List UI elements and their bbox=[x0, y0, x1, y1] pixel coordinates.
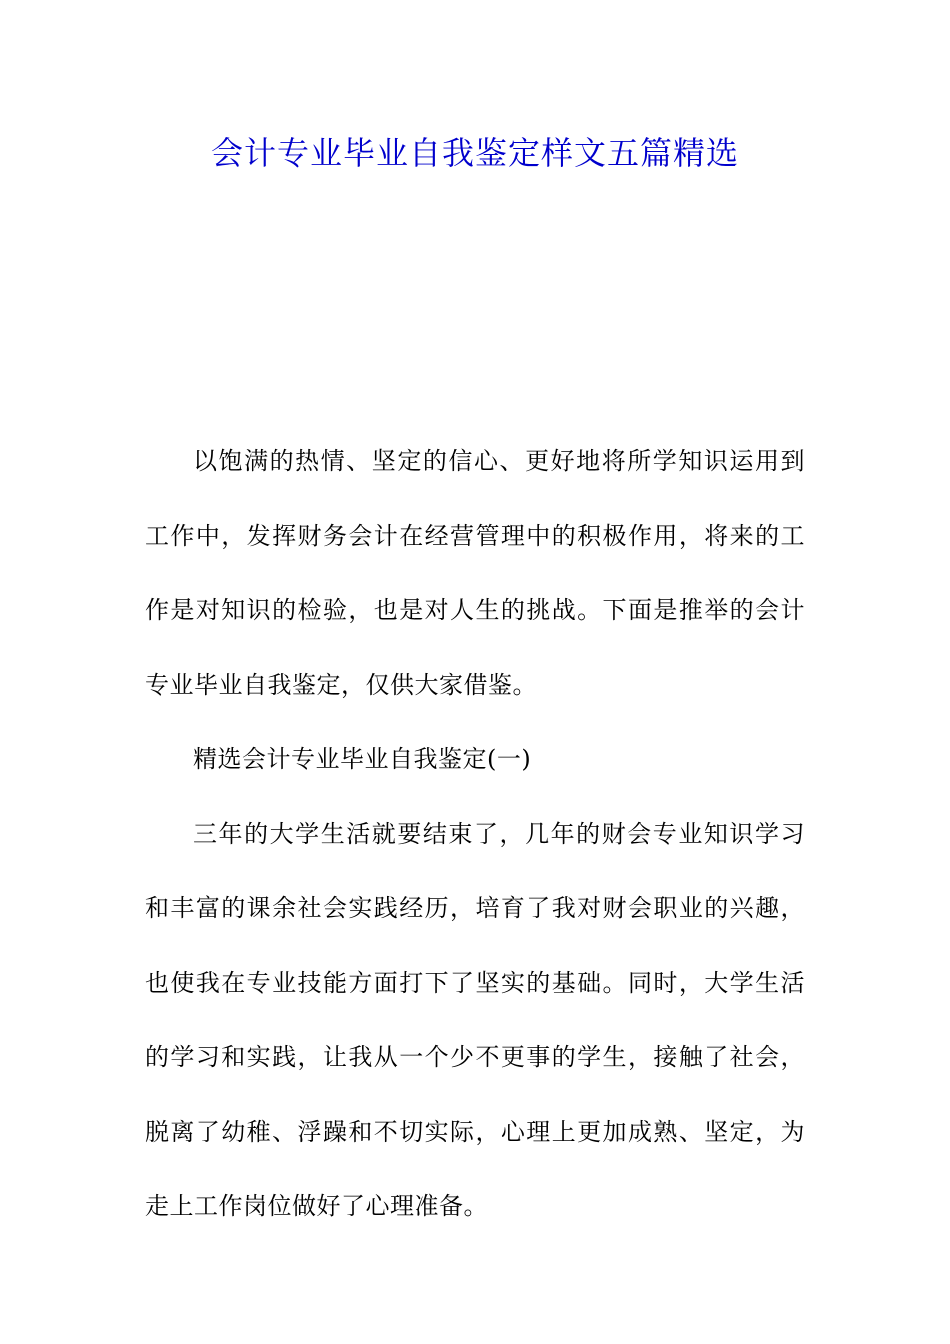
section-heading: 精选会计专业毕业自我鉴定(一) bbox=[193, 745, 532, 773]
body-paragraph: 三年的大学生活就要结束了，几年的财会专业知识学习和丰富的课余社会实践经历，培育了我对财会职业的兴趣，也使我在专业技能方面打下了坚实的基础。同时，大学生活的学习和实践，让我从一个少不更事的学生，接触了社会，脱离了幼稚、浮躁和不切实际，心理上更加成熟、坚定，为走上工作岗位做好了心理准备。 bbox=[145, 819, 805, 1220]
intro-paragraph: 以饱满的热情、坚定的信心、更好地将所学知识运用到工作中，发挥财务会计在经营管理中的积极作用，将来的工作是对知识的检验，也是对人生的挑战。下面是推举的会计专业毕业自我鉴定，仅供大家借鉴。 bbox=[145, 447, 805, 699]
document-title: 会计专业毕业自我鉴定样文五篇精选 bbox=[210, 134, 739, 172]
document-body bbox=[145, 424, 805, 1244]
